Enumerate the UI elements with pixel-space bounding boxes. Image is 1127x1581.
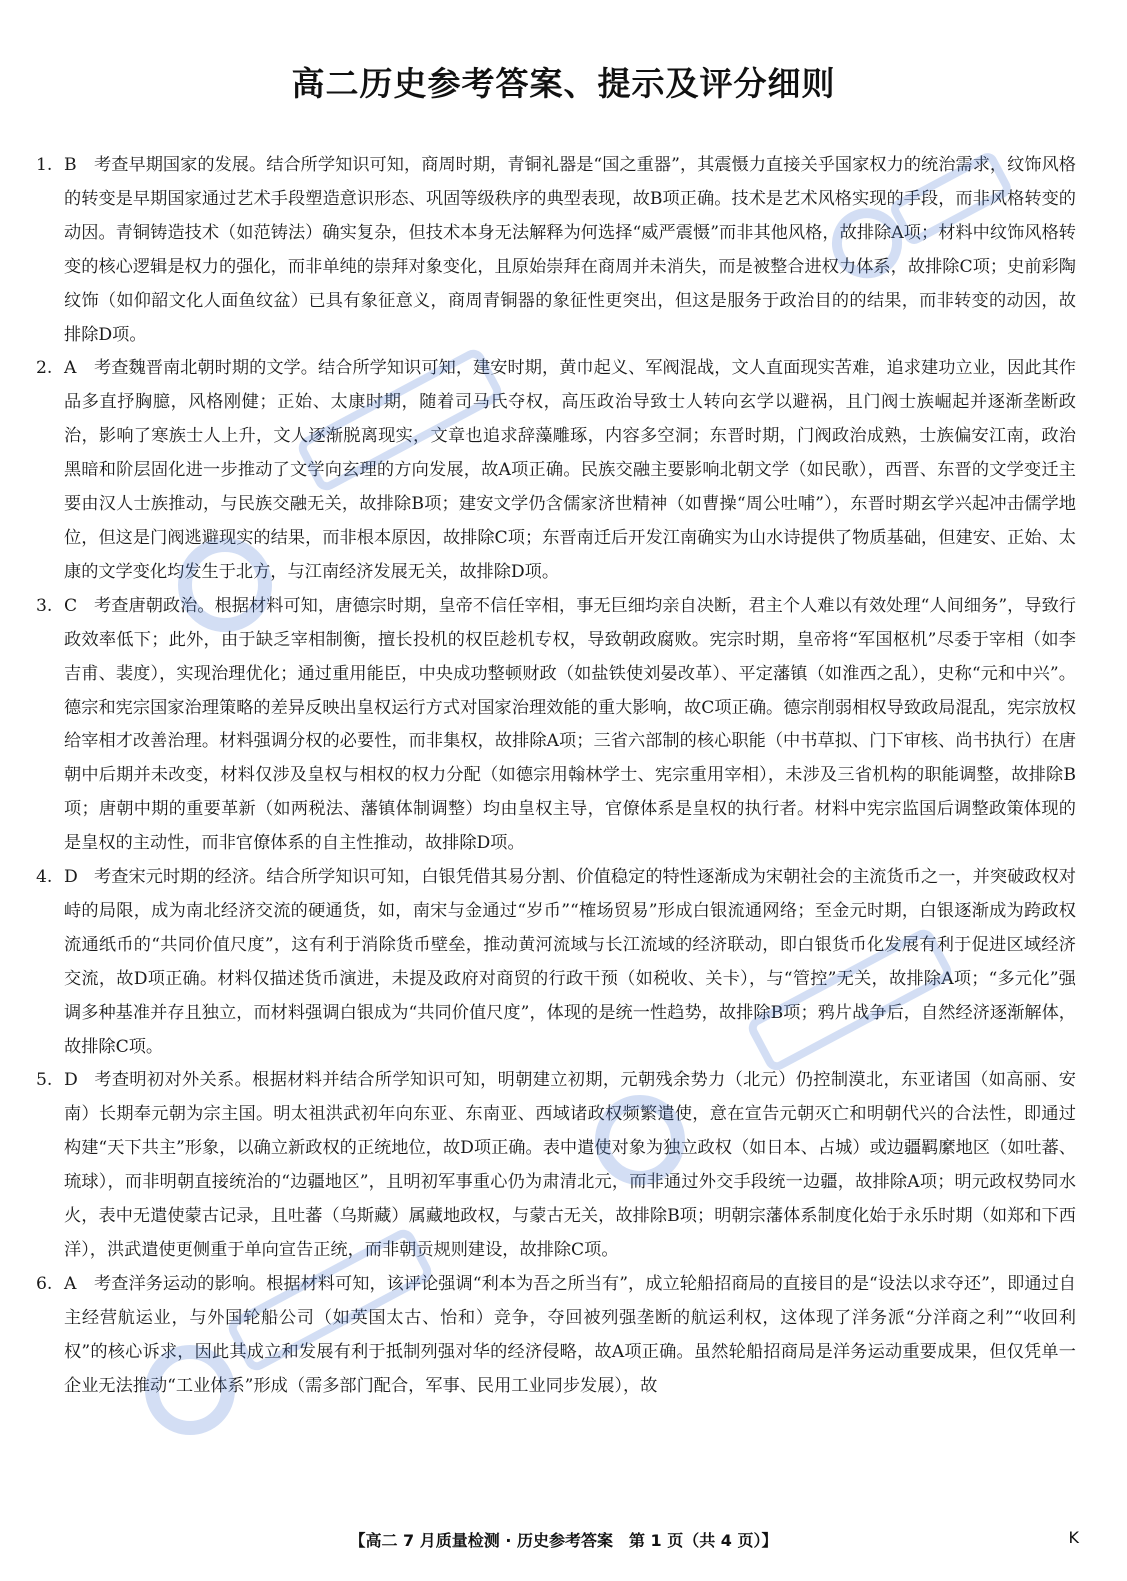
answer-number: 2. xyxy=(36,358,53,379)
answer-text: 考查魏晋南北朝时期的文学。结合所学知识可知，建安时期，黄巾起义、军阀混战，文人直面现实苦难，追求建功立业，因此其作品多直抒胸臆，风格刚健；正始、太康时期，随着司马氏夺权，高压政治导致士人转向玄学以避祸，且门阀士族崛起并逐渐垄断政治，影响了寒族士人上升，文人逐渐脱离现实，文章也追求辞藻雕琢，内容多空洞；东晋时期，门阀政治成熟，士族偏安江南，政治黑暗和阶层固化进一步推动了文学向玄理的方向发展，故A项正确。民族交融主要影响北朝文学（如民歌），西晋、东晋的文学变迁主要由汉人士族推动，与民族交融无关，故排除B项；建安文学仍含儒家济世精神（如曹操“周公吐哺”），东晋时期玄学兴起冲击儒学地位，但这是门阀逃避现实的结果，而非根本原因，故排除C项；东晋南迁后开发江南确实为山水诗提供了物质基础，但建安、正始、太康的文学变化均发生于北方，与江南经济发展无关，故排除D项。 xyxy=(64,358,1076,582)
answer-text: 考查明初对外关系。根据材料并结合所学知识可知，明朝建立初期，元朝残余势力（北元）仍控制漠北，东亚诸国（如高丽、安南）长期奉元朝为宗主国。明太祖洪武初年向东亚、东南亚、西域诸政权频繁遣使，意在宣告元朝灭亡和明朝代兴的合法性，即通过构建“天下共主”形象，以确立新政权的正统地位，故D项正确。表中遣使对象为独立政权（如日本、占城）或边疆羁縻地区（如吐蕃、琉球），而非明朝直接统治的“边疆地区”，且明初军事重心仍为肃清北元，而非通过外交手段统一边疆，故排除A项；明元政权势同水火，表中无遣使蒙古记录，且吐蕃（乌斯藏）属藏地政权，与蒙古无关，故排除B项；明朝宗藩体系制度化始于永乐时期（如郑和下西洋），洪武遣使更侧重于单向宣告正统，而非朝贡规则建设，故排除C项。 xyxy=(64,1070,1076,1260)
answer-key: A xyxy=(64,1273,77,1294)
answer-text: 考查洋务运动的影响。根据材料可知，该评论强调“利本为吾之所当有”，成立轮船招商局的直接目的是“设法以求夺还”，即通过自主经营航运业，与外国轮船公司（如英国太古、怡和）竞争，夺回被列强垄断的航运利权，这体现了洋务派“分洋商之利”“收回利权”的核心诉求，因此其成立和发展有利于抵制列强对华的经济侵略，故A项正确。虽然轮船招商局是洋务运动重要成果，但仅凭单一企业无法推动“工业体系”形成（需多部门配合，军事、民用工业同步发展），故 xyxy=(64,1273,1076,1396)
answer-text: 考查早期国家的发展。结合所学知识可知，商周时期，青铜礼器是“国之重器”，其震慑力直接关乎国家权力的统治需求，纹饰风格的转变是早期国家通过艺术手段塑造意识形态、巩固等级秩序的典型表现，故B项正确。技术是艺术风格实现的手段，而非风格转变的动因。青铜铸造技术（如范铸法）确实复杂，但技术本身无法解释为何选择“威严震慑”而非其他风格，故排除A项；材料中纹饰风格转变的核心逻辑是权力的强化，而非单纯的崇拜对象变化，且原始崇拜在商周并未消失，而是被整合进权力体系，故排除C项；史前彩陶纹饰（如仰韶文化人面鱼纹盆）已具有象征意义，商周青铜器的象征性更突出，但这是服务于政治目的的结果，而非转变的动因，故排除D项。 xyxy=(64,155,1076,345)
answer-item-3 xyxy=(36,590,1076,861)
answer-number: 6. xyxy=(36,1273,53,1294)
answer-key: D xyxy=(64,867,78,888)
answer-item-4 xyxy=(36,861,1076,1064)
answer-key: B xyxy=(64,155,77,175)
answer-number: 3. xyxy=(36,595,53,616)
page-footer: 【高二 7 月质量检测 · 历史参考答案 第 1 页（共 4 页）】 xyxy=(349,1531,778,1550)
answer-item-1 xyxy=(36,149,1076,352)
page-title: 高二历史参考答案、提示及评分细则 xyxy=(291,64,836,103)
answer-item-6 xyxy=(36,1268,1076,1404)
answer-text: 考查唐朝政治。根据材料可知，唐德宗时期，皇帝不信任宰相，事无巨细均亲自决断，君主个人难以有效处理“人间细务”，导致行政效率低下；此外，由于缺乏宰相制衡，擅长投机的权臣趁机专权，导致朝政腐败。宪宗时期，皇帝将“军国枢机”尽委于宰相（如李吉甫、裴度），实现治理优化；通过重用能臣，中央成功整顿财政（如盐铁使刘晏改革）、平定藩镇（如淮西之乱），史称“元和中兴”。德宗和宪宗国家治理策略的差异反映出皇权运行方式对国家治理效能的重大影响，故C项正确。德宗削弱相权导致政局混乱，宪宗放权给宰相才改善治理。材料强调分权的必要性，而非集权，故排除A项；三省六部制的核心职能（中书草拟、门下审核、尚书执行）在唐朝中后期并未改变，材料仅涉及皇权与相权的权力分配（如德宗用翰林学士、宪宗重用宰相），未涉及三省机构的职能调整，故排除B项；唐朝中期的重要革新（如两税法、藩镇体制调整）均由皇权主导，官僚体系是皇权的执行者。材料中宪宗监国后调整政策体现的是皇权的主动性，而非官僚体系的自主性推动，故排除D项。 xyxy=(64,595,1076,854)
answer-key: C xyxy=(64,595,78,616)
answer-key: A xyxy=(64,358,77,379)
answer-number: 5. xyxy=(36,1070,53,1091)
answer-list xyxy=(36,149,1076,1404)
answer-item-5 xyxy=(36,1064,1076,1267)
footer-code: K xyxy=(1068,1528,1079,1547)
answer-number: 4. xyxy=(36,867,53,888)
answer-number: 1. xyxy=(36,155,53,175)
answer-item-2 xyxy=(36,352,1076,589)
answer-key: D xyxy=(64,1070,78,1091)
answer-text: 考查宋元时期的经济。结合所学知识可知，白银凭借其易分割、价值稳定的特性逐渐成为宋朝社会的主流货币之一，并突破政权对峙的局限，成为南北经济交流的硬通货，如，南宋与金通过“岁币”“榷场贸易”形成白银流通网络；至金元时期，白银逐渐成为跨政权流通纸币的“共同价值尺度”，这有利于消除货币壁垒，推动黄河流域与长江流域的经济联动，即白银货币化发展有利于促进区域经济交流，故D项正确。材料仅描述货币演进，未提及政府对商贸的行政干预（如税收、关卡），与“管控”无关，故排除A项；“多元化”强调多种基准并存且独立，而材料强调白银成为“共同价值尺度”，体现的是统一性趋势，故排除B项；鸦片战争后，自然经济逐渐解体，故排除C项。 xyxy=(64,867,1076,1057)
